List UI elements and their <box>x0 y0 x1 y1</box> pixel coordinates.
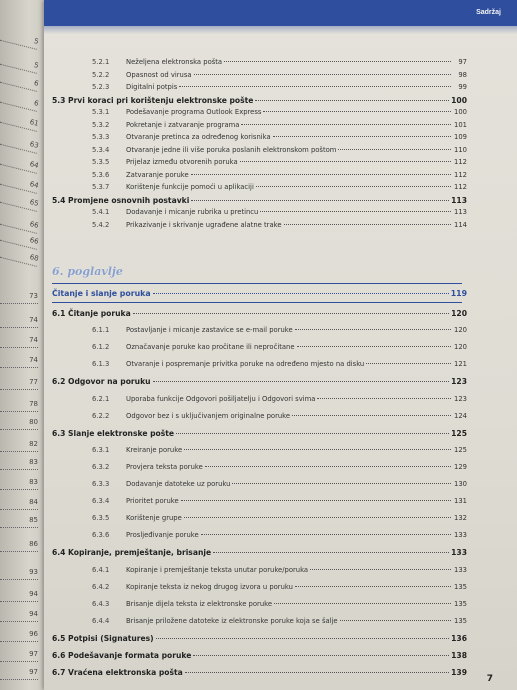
chapter-rule <box>52 283 462 284</box>
prev-page-number: 6 <box>0 91 39 112</box>
toc-number: 5.4.1 <box>92 208 110 216</box>
toc-number: 6.3.3 <box>92 480 110 488</box>
leader-dots <box>153 381 450 382</box>
prev-page-number: 94 <box>0 590 38 602</box>
toc-page-number: 120 <box>451 309 467 318</box>
chapter-title: Čitanje i slanje poruka <box>52 289 151 298</box>
toc-title: Prosljeđivanje poruke <box>126 531 199 540</box>
prev-page-number: 5 <box>0 29 39 50</box>
toc-page-number: 99 <box>458 83 467 91</box>
prev-page-number: 96 <box>0 630 38 642</box>
prev-page-number: 63 <box>0 133 39 154</box>
toc-number: 6.4.4 <box>92 616 110 625</box>
toc-page-number: 97 <box>458 58 467 66</box>
toc-section-row <box>52 96 467 108</box>
leader-dots <box>274 603 451 604</box>
toc-section-row <box>52 668 467 680</box>
toc-page-number: 135 <box>454 582 467 591</box>
leader-dots <box>181 500 451 501</box>
toc-subsection-row <box>92 395 467 407</box>
toc-title: Digitalni potpis <box>126 83 178 91</box>
chapter-heading: 6. poglavlje <box>52 265 123 278</box>
toc-page-number: 112 <box>454 170 467 179</box>
chapter-page: 119 <box>450 289 467 298</box>
toc-number: 5.3 <box>52 95 66 105</box>
leader-dots <box>241 124 451 125</box>
toc-page-number: 113 <box>451 195 467 205</box>
leader-dots <box>297 346 451 347</box>
header-bar <box>44 0 517 26</box>
toc-section-row <box>52 309 467 321</box>
toc-page-number: 121 <box>454 360 467 369</box>
leader-dots <box>194 74 451 75</box>
toc-page-number: 138 <box>451 651 467 660</box>
prev-page-number: 83 <box>0 458 38 470</box>
page-number: 7 <box>486 674 493 684</box>
prev-page-number: 80 <box>0 418 38 430</box>
prev-page-number: 64 <box>0 153 39 174</box>
toc-page-number: 133 <box>454 531 467 540</box>
toc-number: 5.3.1 <box>92 108 110 116</box>
toc-page-number: 100 <box>451 95 467 105</box>
toc-title: Podešavanje programa Outlook Express <box>126 108 262 116</box>
toc-title: Prijelaz između otvorenih poruka <box>126 158 238 166</box>
toc-number: 5.3.7 <box>92 183 110 191</box>
toc-page-number: 120 <box>454 326 467 335</box>
toc-title: Označavanje poruke kao pročitane ili nepročitane <box>126 343 295 352</box>
toc-title: Otvaranje i pospremanje privitka poruke na određeno mjesto na disku <box>126 360 365 369</box>
leader-dots <box>295 586 451 587</box>
toc-number: 6.5 <box>52 633 66 643</box>
toc-number: 5.2.3 <box>92 83 110 91</box>
toc-page <box>44 0 517 690</box>
toc-title: Opasnost od virusa <box>126 70 192 79</box>
toc-subsection-row <box>92 617 467 629</box>
toc-number: 6.2 <box>52 377 66 387</box>
toc-subsection-row <box>92 497 467 509</box>
toc-number: 5.3.2 <box>92 120 110 129</box>
toc-subsection-row <box>92 171 467 183</box>
toc-subsection-row <box>92 121 467 133</box>
toc-section-row <box>52 634 467 646</box>
prev-page-number: 74 <box>0 316 38 328</box>
toc-title: Korištenje funkcije pomoći u aplikaciji <box>126 183 254 191</box>
toc-number: 6.1 <box>52 309 66 318</box>
leader-dots <box>284 224 451 225</box>
toc-page-number: 130 <box>454 480 467 488</box>
toc-section-row <box>52 196 467 208</box>
toc-number: 6.4.2 <box>92 582 110 591</box>
previous-page-edge <box>0 0 42 690</box>
toc-subsection-row <box>92 71 467 83</box>
toc-title: Brisanje dijela teksta iz elektronske poruke <box>126 599 272 608</box>
toc-page-number: 112 <box>454 158 467 166</box>
prev-page-number: 82 <box>0 440 38 452</box>
leader-dots <box>338 149 451 150</box>
toc-subsection-row <box>92 514 467 526</box>
toc-subsection-row <box>92 480 467 492</box>
toc-subsection-row <box>92 531 467 543</box>
leader-dots <box>185 672 449 673</box>
toc-title: Provjera teksta poruke <box>126 462 203 471</box>
prev-page-number: 65 <box>0 191 39 212</box>
toc-page-number: 114 <box>454 220 467 229</box>
toc-subsection-row <box>92 566 467 578</box>
toc-subsection-row <box>92 463 467 475</box>
toc-number: 6.3.6 <box>92 531 110 540</box>
toc-page-number: 120 <box>454 343 467 352</box>
toc-section-row <box>52 651 467 663</box>
toc-subsection-row <box>92 208 467 220</box>
toc-title: Kopiranje i premještanje teksta unutar poruke/poruka <box>126 565 309 574</box>
toc-page-number: 131 <box>454 497 467 506</box>
leader-dots <box>263 111 451 112</box>
toc-number: 6.2.2 <box>92 411 110 420</box>
prev-page-number: 66 <box>0 213 39 234</box>
toc-page-number: 123 <box>451 377 467 387</box>
leader-dots <box>153 293 449 294</box>
toc-subsection-row <box>92 326 467 338</box>
leader-dots <box>366 363 451 364</box>
leader-dots <box>224 61 451 62</box>
toc-page-number: 136 <box>451 633 467 643</box>
toc-number: 6.1.1 <box>92 326 110 335</box>
prev-page-number: 5 <box>0 53 39 74</box>
toc-page-number: 125 <box>454 445 467 454</box>
prev-page-number: 74 <box>0 356 38 368</box>
chapter-title-rule <box>52 302 462 303</box>
toc-number: 6.3.2 <box>92 462 110 471</box>
toc-title: Slanje elektronske pošte <box>68 428 175 438</box>
leader-dots <box>317 398 451 399</box>
prev-page-number: 66 <box>0 229 39 250</box>
leader-dots <box>176 433 449 434</box>
toc-number: 6.7 <box>52 668 66 678</box>
prev-page-number: 6 <box>0 71 39 92</box>
toc-page-number: 112 <box>454 183 467 191</box>
leader-dots <box>184 449 451 450</box>
toc-title: Prikazivanje i skrivanje ugrađene alatne trake <box>126 220 282 229</box>
toc-page-number: 109 <box>454 133 467 141</box>
toc-title: Uporaba funkcije Odgovori pošiljatelju i Odgovori svima <box>126 394 316 403</box>
toc-page-number: 133 <box>454 565 467 574</box>
toc-number: 5.3.6 <box>92 170 110 179</box>
prev-page-number: 94 <box>0 610 38 622</box>
toc-title: Zatvaranje poruke <box>126 170 189 179</box>
leader-dots <box>310 569 451 570</box>
prev-page-number: 84 <box>0 498 38 510</box>
toc-page-number: 124 <box>454 411 467 420</box>
prev-page-number: 86 <box>0 540 38 552</box>
toc-section-row <box>52 377 467 389</box>
toc-title: Neželjena elektronska pošta <box>126 58 223 66</box>
toc-subsection-row <box>92 146 467 158</box>
toc-subsection-row <box>92 108 467 120</box>
toc-subsection-row <box>92 133 467 145</box>
toc-title: Prvi koraci pri korištenju elektronske pošte <box>68 95 254 105</box>
toc-title: Kopiranje, premještanje, brisanje <box>68 548 212 558</box>
chapter-title-row <box>52 289 467 301</box>
toc-title: Vraćena elektronska pošta <box>68 668 183 678</box>
toc-title: Podešavanje formata poruke <box>68 651 192 660</box>
toc-number: 5.3.3 <box>92 133 110 141</box>
toc-page-number: 135 <box>454 599 467 608</box>
toc-title: Promjene osnovnih postavki <box>68 195 190 205</box>
leader-dots <box>205 466 451 467</box>
toc-subsection-row <box>92 360 467 372</box>
prev-page-number: 93 <box>0 568 38 580</box>
toc-number: 6.6 <box>52 651 66 660</box>
toc-number: 6.3.4 <box>92 497 110 506</box>
header-shadow <box>44 26 517 34</box>
toc-title: Kreiranje poruke <box>126 445 183 454</box>
toc-page-number: 101 <box>454 120 467 129</box>
leader-dots <box>213 552 449 553</box>
leader-dots <box>340 620 451 621</box>
toc-subsection-row <box>92 58 467 70</box>
toc-number: 5.2.2 <box>92 70 110 79</box>
toc-section-row <box>52 548 467 560</box>
toc-page-number: 133 <box>451 548 467 558</box>
toc-page-number: 139 <box>451 668 467 678</box>
prev-page-number: 97 <box>0 668 38 680</box>
leader-dots <box>184 517 451 518</box>
prev-page-number: 74 <box>0 336 38 348</box>
toc-subsection-row <box>92 600 467 612</box>
leader-dots <box>292 415 451 416</box>
prev-page-number: 78 <box>0 400 38 412</box>
toc-number: 6.4 <box>52 548 66 558</box>
leader-dots <box>156 638 449 639</box>
prev-page-number: 61 <box>0 111 39 132</box>
toc-number: 5.4.2 <box>92 220 110 229</box>
toc-number: 5.4 <box>52 195 66 205</box>
toc-subsection-row <box>92 83 467 95</box>
toc-number: 5.3.5 <box>92 158 110 166</box>
toc-title: Dodavanje datoteke uz poruku <box>126 480 231 488</box>
leader-dots <box>201 534 451 535</box>
toc-subsection-row <box>92 583 467 595</box>
leader-dots <box>255 100 449 101</box>
toc-number: 6.1.3 <box>92 360 110 369</box>
toc-number: 6.4.3 <box>92 599 110 608</box>
toc-subsection-row <box>92 183 467 195</box>
prev-page-number: 83 <box>0 478 38 490</box>
toc-subsection-row <box>92 446 467 458</box>
toc-title: Otvaranje jedne ili više poruka poslanih elektronskom poštom <box>126 145 337 154</box>
toc-subsection-row <box>92 343 467 355</box>
toc-number: 6.3.5 <box>92 514 110 523</box>
toc-page-number: 123 <box>454 394 467 403</box>
toc-page-number: 125 <box>451 428 467 438</box>
toc-title: Odgovor bez i s uključivanjem originalne poruke <box>126 411 291 420</box>
toc-title: Postavljanje i micanje zastavice se e-mail poruke <box>126 326 293 335</box>
leader-dots <box>191 200 449 201</box>
toc-title: Dodavanje i micanje rubrika u pretincu <box>126 208 259 216</box>
toc-number: 6.3 <box>52 428 66 438</box>
toc-title: Otvaranje pretinca za određenog korisnika <box>126 133 271 141</box>
leader-dots <box>295 329 451 330</box>
prev-page-number: 68 <box>0 246 39 267</box>
toc-page-number: 113 <box>454 208 467 216</box>
toc-page-number: 98 <box>458 70 467 79</box>
leader-dots <box>240 161 451 162</box>
toc-subsection-row <box>92 412 467 424</box>
toc-number: 6.1.2 <box>92 343 110 352</box>
leader-dots <box>273 136 451 137</box>
toc-title: Odgovor na poruku <box>68 377 151 387</box>
leader-dots <box>232 483 451 484</box>
toc-subsection-row <box>92 221 467 233</box>
toc-title: Prioritet poruke <box>126 497 179 506</box>
toc-number: 5.3.4 <box>92 145 110 154</box>
prev-page-number: 97 <box>0 650 38 662</box>
leader-dots <box>260 211 451 212</box>
toc-number: 5.2.1 <box>92 58 110 66</box>
toc-page-number: 100 <box>454 108 467 116</box>
prev-page-number: 85 <box>0 516 38 528</box>
toc-page-number: 129 <box>454 462 467 471</box>
toc-page-number: 132 <box>454 514 467 523</box>
leader-dots <box>133 313 449 314</box>
prev-page-number: 77 <box>0 378 38 390</box>
leader-dots <box>179 86 451 87</box>
toc-title: Korištenje grupe <box>126 514 182 523</box>
toc-title: Potpisi (Signatures) <box>68 633 154 643</box>
prev-page-number: 73 <box>0 292 38 304</box>
toc-number: 6.3.1 <box>92 445 110 454</box>
leader-dots <box>193 655 449 656</box>
toc-title: Čitanje poruka <box>68 309 131 318</box>
toc-page-number: 135 <box>454 616 467 625</box>
prev-page-number: 64 <box>0 173 39 194</box>
leader-dots <box>191 174 451 175</box>
section-title: Sadržaj <box>476 9 501 16</box>
toc-page-number: 110 <box>454 145 467 154</box>
toc-title: Brisanje priložene datoteke iz elektronske poruke koja se šalje <box>126 616 338 625</box>
toc-number: 6.4.1 <box>92 565 110 574</box>
toc-title: Pokretanje i zatvaranje programa <box>126 120 240 129</box>
toc-title: Kopiranje teksta iz nekog drugog izvora u poruku <box>126 582 293 591</box>
toc-section-row <box>52 429 467 441</box>
leader-dots <box>256 186 451 187</box>
toc-number: 6.2.1 <box>92 394 110 403</box>
toc-subsection-row <box>92 158 467 170</box>
